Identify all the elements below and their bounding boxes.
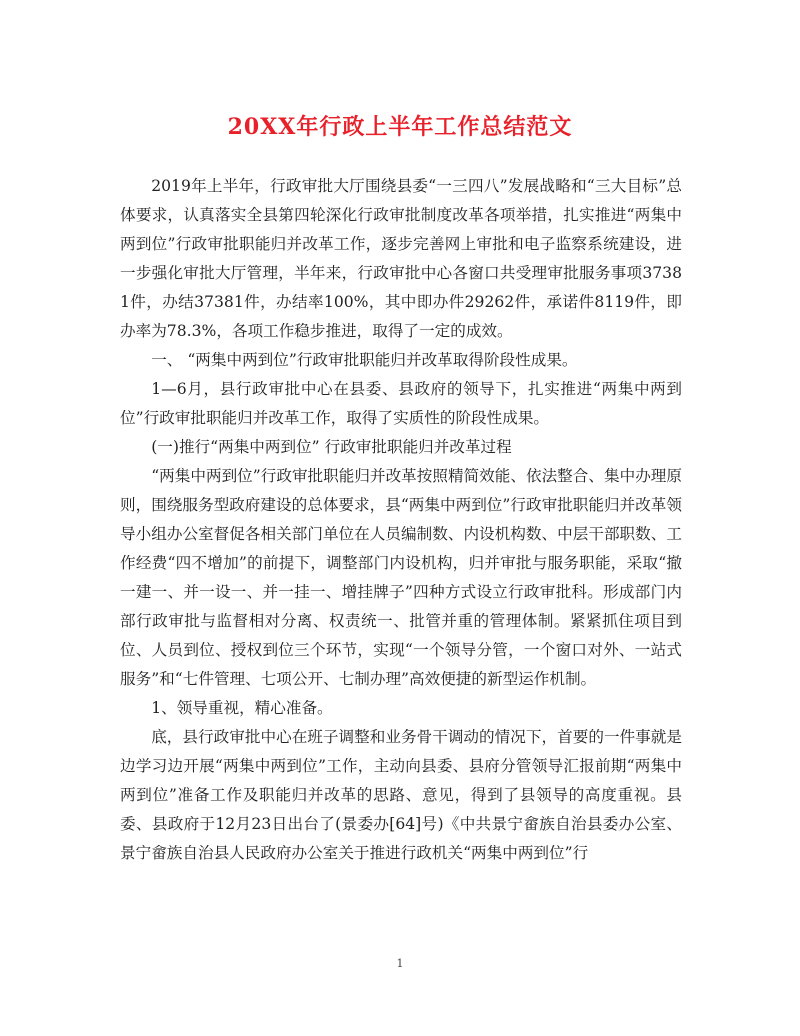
paragraph-leadership: 底，县行政审批中心在班子调整和业务骨干调动的情况下，首要的一件事就是边学习边开展“两集中两到位”工作，主动向县委、县府分管领导汇报前期“两集中两到位”准备工作及职能归并改革的思路、意见，得到了县领导的高度重视。县委、县政府于12月23日出台了(景委办[64]号)《中共景宁畲族自治县委办公室、景宁畲族自治县人民政府办公室关于推进行政机关“两集中两到位”行 <box>120 728 682 862</box>
paragraph-progress: 1—6月，县行政审批中心在县委、县政府的领导下，扎实推进“两集中两到位”行政审批职能归并改革工作，取得了实质性的阶段性成果。 <box>120 380 682 427</box>
paragraph-reform-process: “两集中两到位”行政审批职能归并改革按照精简效能、依法整合、集中办理原则，围绕服务型政府建设的总体要求，县“两集中两到位”行政审批职能归并改革领导小组办公室督促各相关部门单位在人员编制数、内设机构数、中层干部职数、工作经费“四不增加”的前提下，调整部门内设机构，归并审批与服务职能，采取“撤一建一、并一设一、并一挂一、增挂牌子”四种方式设立行政审批科。形成部门内部行政审批与监督相对分离、权责统一、批管并重的管理体制。紧紧抓住项目到位、人员到位、授权到位三个环节，实现“一个领导分管，一个窗口对外、一站式服务”和“七件管理、七项公开、七制办理”高效便捷的新型运作机制。 <box>120 467 682 688</box>
document-body <box>120 172 682 868</box>
page-number: 1 <box>396 957 404 970</box>
section-heading-1: 一、 “两集中两到位”行政审批职能归并改革取得阶段性成果。 <box>151 351 578 369</box>
subsection-heading-1: (一)推行“两集中两到位” 行政审批职能归并改革过程 <box>151 438 512 456</box>
item-heading-1: 1、领导重视，精心准备。 <box>151 699 333 717</box>
document-title: 20XX年行政上半年工作总结范文 <box>227 114 573 140</box>
paragraph-intro: 2019年上半年，行政审批大厅围绕县委“一三四八”发展战略和“三大目标”总体要求，认真落实全县第四轮深化行政审批制度改革各项举措，扎实推进“两集中两到位”行政审批职能归并改革工作，逐步完善网上审批和电子监察系统建设，进一步强化审批大厅管理，半年来，行政审批中心各窗口共受理审批服务事项37381件，办结37381件，办结率100%，其中即办件29262件，承诺件8119件，即办率为78.3%，各项工作稳步推进，取得了一定的成效。 <box>120 177 682 340</box>
